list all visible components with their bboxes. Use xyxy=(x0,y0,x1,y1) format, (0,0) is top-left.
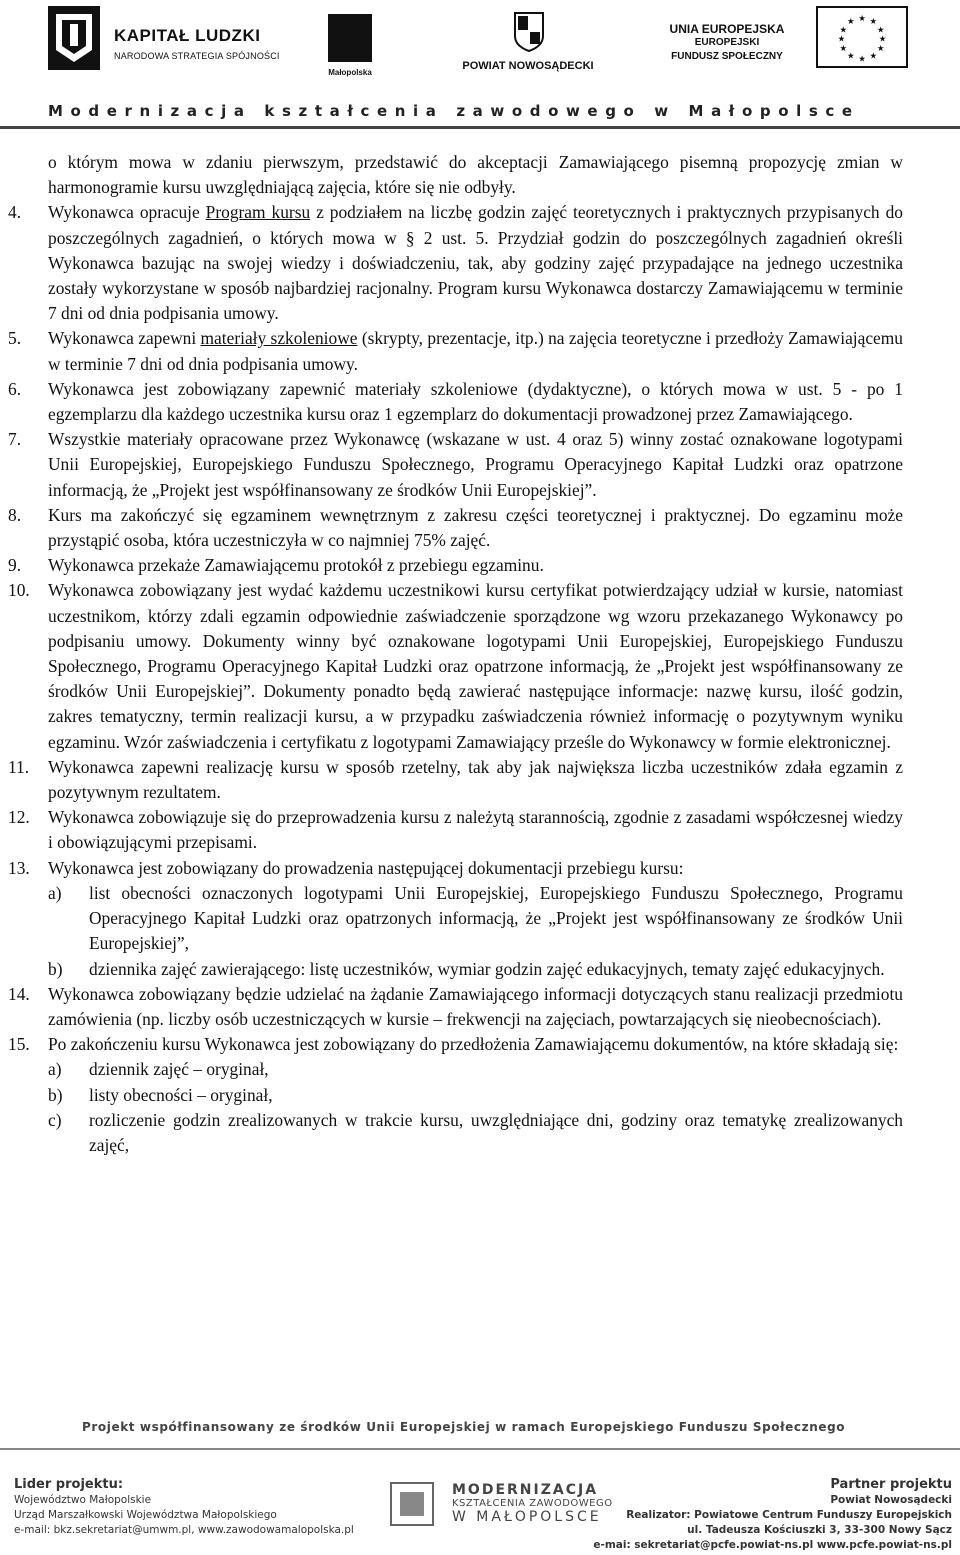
malopolska-label: Małopolska xyxy=(328,68,372,77)
list-item-10 xyxy=(0,578,960,754)
eu-flag-icon xyxy=(816,6,908,68)
coat-of-arms-icon xyxy=(514,12,544,52)
footer-partner xyxy=(593,1476,952,1553)
svg-text:★: ★ xyxy=(878,34,887,44)
sub-item-15b xyxy=(0,1083,960,1108)
footer-lider xyxy=(14,1476,354,1538)
modernizacja-text xyxy=(452,1482,613,1525)
list-item-4 xyxy=(0,200,960,326)
lider-line-2: Urząd Marszałkowski Województwa Małopolskiego xyxy=(14,1509,277,1521)
partner-contact[interactable]: e-mai: sekretariat@pcfe.powiat-ns.pl www.pcfe.powiat-ns.pl xyxy=(593,1539,952,1551)
item-number: 7. xyxy=(8,429,22,450)
item-number: 9. xyxy=(8,555,22,576)
item-number: 12. xyxy=(8,807,30,828)
sub-item-letter: a) xyxy=(48,882,62,903)
item-text: Kurs ma zakończyć się egzaminem wewnętrznym z zakresu części teoretycznej i praktycznej. Do egzaminu może przystąpić osoba, która uczestniczyła w co najmniej 75% zajęć. xyxy=(48,504,903,551)
footer-divider xyxy=(0,1448,960,1450)
malopolska-emblem-icon xyxy=(328,14,372,62)
item-number: 11. xyxy=(8,756,30,777)
item-number: 10. xyxy=(8,580,30,601)
sub-item-letter: a) xyxy=(48,1059,62,1080)
kapital-ludzki-logo xyxy=(48,6,298,70)
item-text: Wykonawca jest zobowiązany zapewnić materiały szkoleniowe (dydaktyczne), o których mowa w ust. 5 - po 1 egzemplarzu dla każdego uczestnika kursu oraz 1 egzemplarz do dokumentacji prowadzonej przez Zamawiającego. xyxy=(48,378,903,425)
item-number: 14. xyxy=(8,983,30,1004)
program-kursu-link[interactable]: Program kursu xyxy=(205,202,311,223)
item-text-post: (skrypty, prezentacje, itp.) na zajęcia teoretyczne i przedłoży Zamawiającemu w terminie 7 dni od dnia podpisania umowy. xyxy=(48,328,903,374)
partner-heading: Partner projektu xyxy=(830,1477,952,1492)
list-item-9 xyxy=(0,553,960,578)
footer-modernizacja-logo xyxy=(390,1478,620,1544)
powiat-label: POWIAT NOWOSĄDECKI xyxy=(462,60,594,72)
kapital-ludzki-emblem-icon xyxy=(48,6,100,70)
item-text: Wykonawca jest zobowiązany do prowadzenia następującej dokumentacji przebiegu kursu: xyxy=(48,857,684,878)
eu-line-2: EUROPEJSKI xyxy=(694,37,760,48)
sub-item-text: rozliczenie godzin zrealizowanych w trakcie kursu, uwzględniające dni, godziny oraz tematykę zrealizowanych zajęć, xyxy=(89,1109,903,1155)
modernizacja-line-3: W MAŁOPOLSCE xyxy=(452,1509,602,1525)
svg-text:★: ★ xyxy=(839,25,848,35)
svg-text:★: ★ xyxy=(847,51,855,61)
lider-contact[interactable]: e-mail: bkz.sekretariat@umwm.pl, www.zawodowamalopolska.pl xyxy=(14,1524,354,1536)
list-item-15 xyxy=(0,1032,960,1057)
item-text: Wykonawca zobowiązany jest wydać każdemu uczestnikowi kursu certyfikat potwierdzający udział w kursie, natomiast uczestnikom, którzy zdali egzamin odpowiednie zaświadczenie sporządzone wg wzoru przekazanego Wykonawcy po podpisaniu umowy. Dokumenty winny być oznakowane logotypami Unii Europejskiej, Europejskiego Funduszu Społecznego, Programu Operacyjnego Kapitał Ludzki oraz opatrzone informacją, że „Projekt jest współfinansowany ze środków Unii Europejskiej”. Dokumenty ponadto będą zawierać następujące informacje: nazwę kursu, ilość godzin, zakres tematyczny, termin realizacji kursu, a w przypadku zaświadczenia również informację o pozytywnym wyniku egzaminu. Wzór zaświadczenia i certyfikatu z logotypami Zamawiający prześle do Wykonawcy w formie elektronicznej. xyxy=(48,580,903,752)
eu-logo xyxy=(652,6,914,76)
document-body xyxy=(0,150,960,1158)
partner-line-1: Powiat Nowosądecki xyxy=(830,1494,952,1506)
item-text-pre: Wykonawca opracuje xyxy=(48,202,206,223)
footer-title: Projekt współfinansowany ze środków Unii Europejskiej w ramach Europejskiego Funduszu Społecznego xyxy=(82,1420,846,1434)
header-divider xyxy=(0,126,960,129)
eu-line-1: UNIA EUROPEJSKA xyxy=(669,22,785,36)
eu-line-3: FUNDUSZ SPOŁECZNY xyxy=(671,51,783,62)
sub-item-text: dziennika zajęć zawierającego: listę uczestników, wymiar godzin zajęć edukacyjnych, tematy zajęć edukacyjnych. xyxy=(89,958,885,979)
item-text: Po zakończeniu kursu Wykonawca jest zobowiązany do przedłożenia Zamawiającemu dokumentów, na które składają się: xyxy=(48,1034,899,1055)
item-text-post: z podziałem na liczbę godzin zajęć teoretycznych i praktycznych przypisanych do poszczególnych zagadnień, o których mowa w § 2 ust. 5. Przydział godzin do poszczególnych zagadnień określi Wykonawca bazując na swojej wiedzy i doświadczeniu, tak, aby godziny zajęć przypadające na jednego uczestnika zostały wykorzystane w sposób najbardziej racjonalny. Program kursu Wykonawca dostarczy Zamawiającemu w terminie 7 dni od dnia podpisania umowy. xyxy=(48,202,903,324)
partner-line-3: ul. Tadeusza Kościuszki 3, 33-300 Nowy Sącz xyxy=(687,1524,952,1536)
sub-item-text: listy obecności – oryginał, xyxy=(89,1084,273,1105)
list-item-7 xyxy=(0,427,960,503)
sub-item-letter: b) xyxy=(48,958,63,979)
item-text: Wszystkie materiały opracowane przez Wykonawcę (wskazane w ust. 4 oraz 5) winny zostać oznakowane logotypami Unii Europejskiej, Europejskiego Funduszu Społecznego, Programu Operacyjnego Kapitał Ludzki oraz opatrzone informacją, że „Projekt jest współfinansowany ze środków Unii Europejskiej”. xyxy=(48,429,903,500)
sub-item-text: list obecności oznaczonych logotypami Unii Europejskiej, Europejskiego Funduszu Społecznego, Programu Operacyjnego Kapitał Ludzki oraz opatrzonych informacją, że „Projekt jest współfinansowany ze środków Unii Europejskiej”, xyxy=(89,882,903,954)
sub-item-15c xyxy=(0,1108,960,1158)
lider-heading: Lider projektu: xyxy=(14,1477,124,1492)
kapital-ludzki-title: KAPITAŁ LUDZKI xyxy=(114,26,261,45)
item-text-pre: Wykonawca zapewni xyxy=(48,328,201,349)
list-item-5 xyxy=(0,326,960,376)
malopolska-logo xyxy=(322,6,378,86)
modernizacja-line-2: KSZTAŁCENIA ZAWODOWEGO xyxy=(452,1498,613,1509)
svg-text:★: ★ xyxy=(869,51,877,61)
item-text: Wykonawca przekaże Zamawiającemu protokół z przebiegu egzaminu. xyxy=(48,555,544,576)
list-item-6 xyxy=(0,377,960,427)
intro-paragraph xyxy=(0,150,960,200)
item-number: 15. xyxy=(8,1034,30,1055)
list-item-8 xyxy=(0,503,960,553)
powiat-logo xyxy=(458,6,598,86)
eu-text xyxy=(652,22,802,64)
kapital-ludzki-subtitle: NARODOWA STRATEGIA SPÓJNOŚCI xyxy=(114,51,280,61)
sub-item-13a xyxy=(0,881,960,957)
item-number: 13. xyxy=(8,857,30,878)
svg-text:★: ★ xyxy=(869,16,877,26)
item-text: Wykonawca zobowiązuje się do przeprowadzenia kursu z należytą starannością, zgodnie z zasadami współczesnej wiedzy i obowiązującymi przepisami. xyxy=(48,807,903,853)
modernizacja-emblem-icon xyxy=(390,1482,434,1526)
item-text: Wykonawca zapewni realizację kursu w sposób rzetelny, tak aby jak największa liczba uczestników zdała egzamin z pozytywnym rezultatem. xyxy=(48,756,903,803)
item-number: 4. xyxy=(8,202,22,223)
svg-text:★: ★ xyxy=(847,16,855,26)
intro-text: o którym mowa w zdaniu pierwszym, przedstawić do akceptacji Zamawiającego pisemną propozycję zmian w harmonogramie kursu uwzględniającą zajęcia, które się nie odbyły. xyxy=(48,152,903,198)
list-item-14 xyxy=(0,982,960,1032)
sub-item-text: dziennik zajęć – oryginał, xyxy=(89,1059,269,1080)
materialy-szkoleniowe-link[interactable]: materiały szkoleniowe xyxy=(200,328,358,349)
list-item-13 xyxy=(0,856,960,881)
sub-item-letter: b) xyxy=(48,1084,63,1105)
lider-line-1: Województwo Małopolskie xyxy=(14,1494,152,1506)
modernizacja-line-1: MODERNIZACJA xyxy=(452,1482,599,1498)
program-title: Modernizacja kształcenia zawodowego w Małopolsce xyxy=(48,102,860,120)
list-item-12 xyxy=(0,805,960,855)
svg-text:★: ★ xyxy=(876,44,885,54)
partner-line-2: Realizator: Powiatowe Centrum Funduszy Europejskich xyxy=(626,1509,952,1521)
list-item-11 xyxy=(0,755,960,805)
svg-text:★: ★ xyxy=(837,34,846,44)
item-number: 5. xyxy=(8,328,22,349)
sub-item-15a xyxy=(0,1057,960,1082)
svg-text:★: ★ xyxy=(876,25,885,35)
item-number: 8. xyxy=(8,504,22,525)
sub-item-letter: c) xyxy=(48,1109,62,1130)
page-header xyxy=(0,0,960,130)
svg-text:★: ★ xyxy=(858,54,866,64)
item-number: 6. xyxy=(8,378,22,399)
svg-text:★: ★ xyxy=(839,44,848,54)
item-text: Wykonawca zobowiązany będzie udzielać na żądanie Zamawiającego informacji dotyczących stanu realizacji przedmiotu zamówienia (np. liczby osób uczestniczących w kursie – frekwencji na zajęciach, powtarzających się nieobecnościach). xyxy=(48,983,903,1029)
sub-item-13b xyxy=(0,957,960,982)
svg-text:★: ★ xyxy=(858,14,866,24)
